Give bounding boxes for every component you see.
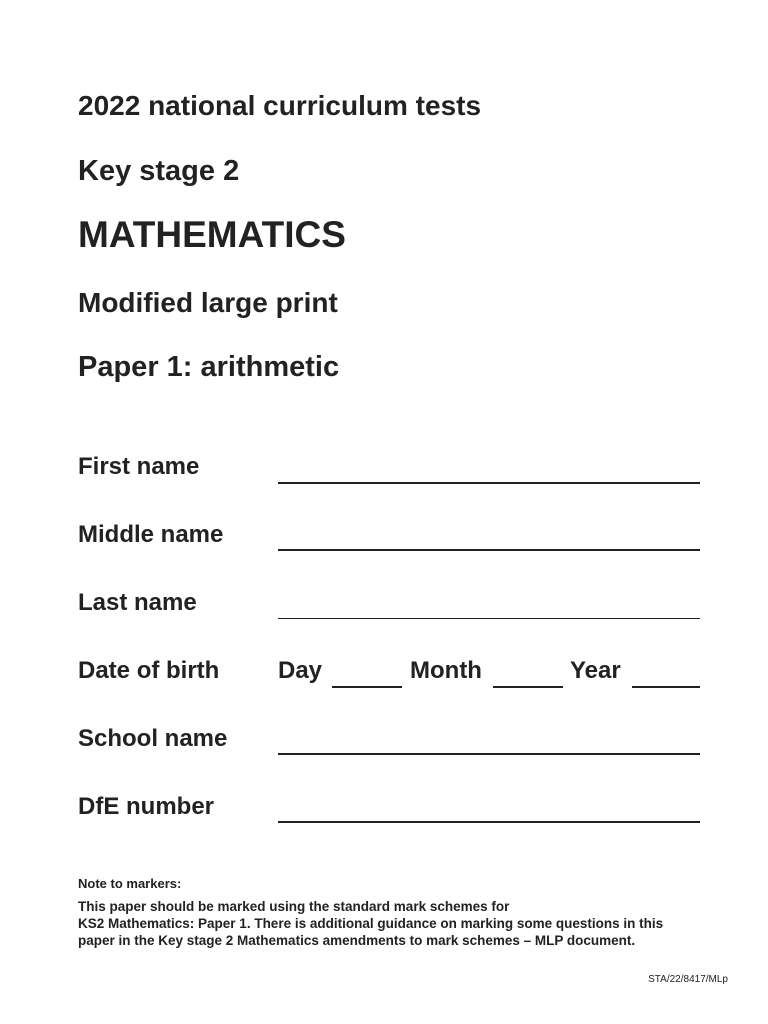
dfe-number-label: DfE number [78,793,215,820]
school-name-label: School name [78,725,228,752]
note-body [78,898,738,949]
subject-title: MATHEMATICS [78,214,346,255]
dob-year-label: Year [570,657,621,684]
dob-day-label: Day [278,657,323,684]
note-line: KS2 Mathematics: Paper 1. There is additional guidance on marking some questions in this [78,916,664,931]
dob-month-label: Month [410,657,482,684]
middle-name-field[interactable] [278,549,700,551]
dfe-number-field[interactable] [278,821,700,823]
key-stage: Key stage 2 [78,155,240,187]
first-name-label: First name [78,453,200,480]
format-label: Modified large print [78,287,338,318]
first-name-field[interactable] [278,482,700,484]
dob-year-field[interactable] [632,686,700,688]
note-line: This paper should be marked using the standard mark schemes for [78,899,510,914]
document-code: STA/22/8417/MLp [648,974,728,985]
paper-title: Paper 1: arithmetic [78,351,340,383]
school-name-field[interactable] [278,753,700,755]
dob-label: Date of birth [78,657,220,684]
dob-day-field[interactable] [332,686,402,688]
middle-name-label: Middle name [78,521,224,548]
last-name-field[interactable] [278,618,700,619]
dob-month-field[interactable] [493,686,563,688]
note-heading: Note to markers: [78,876,182,891]
last-name-label: Last name [78,589,197,616]
note-line: paper in the Key stage 2 Mathematics amendments to mark schemes – MLP document. [78,933,636,948]
test-title: 2022 national curriculum tests [78,90,482,121]
